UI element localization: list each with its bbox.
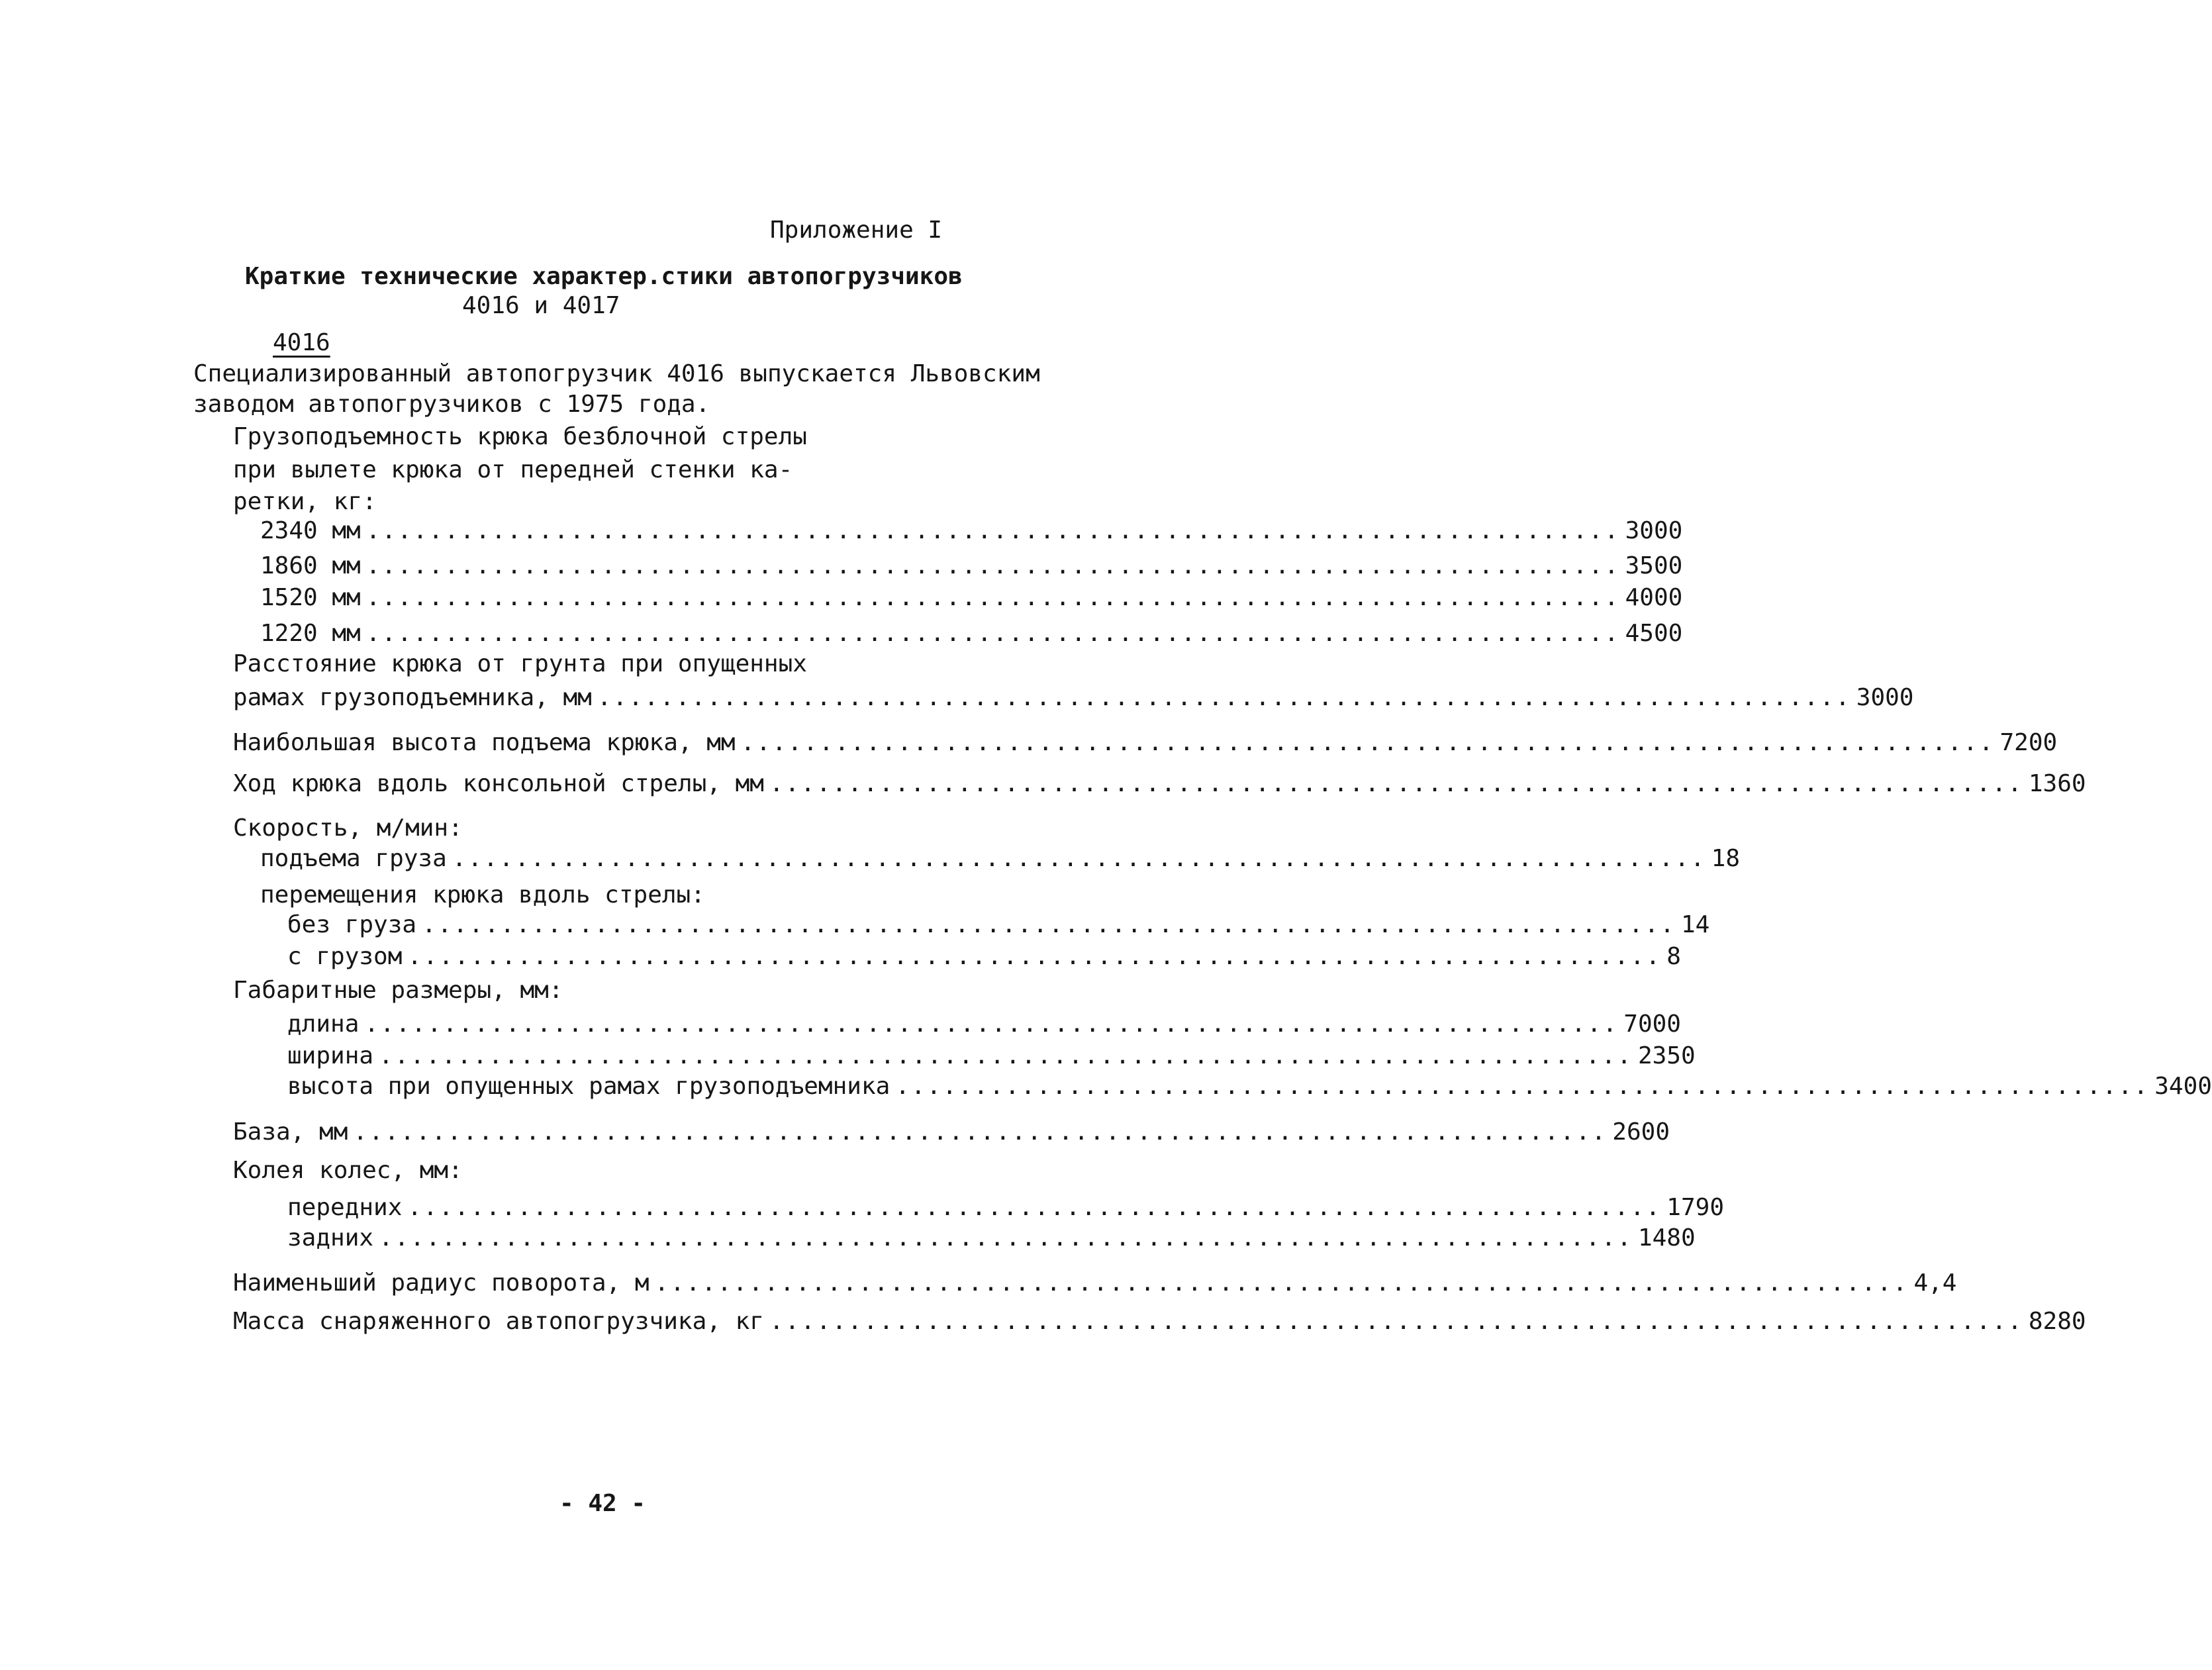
- ground-distance-text: Расстояние крюка от грунта при опущенных: [233, 650, 807, 677]
- leader-dots: ................................................................................: [364, 1010, 1619, 1038]
- leader-dots: ................................................................................: [769, 1308, 2023, 1335]
- dimension-height-label: высота при опущенных рамах грузоподъемника: [287, 1073, 890, 1100]
- capacity-row-label: 2340 мм: [260, 517, 361, 544]
- base-value: 2600: [1612, 1118, 1670, 1146]
- speed-with-load-label: с грузом: [287, 943, 403, 970]
- track-front-value: 1790: [1666, 1194, 1724, 1221]
- track-heading: Колея колес, мм:: [233, 1157, 463, 1184]
- speed-lift-row: [260, 845, 1741, 872]
- turn-radius-value: 4,4: [1913, 1269, 1957, 1297]
- speed-lift-value: 18: [1711, 845, 1741, 872]
- track-rear-label: задних: [287, 1224, 374, 1252]
- max-height-row: [233, 729, 2058, 756]
- hook-travel-value: 1360: [2028, 770, 2086, 797]
- ground-distance-label: рамах грузоподъемника, мм: [233, 684, 592, 711]
- base-label: База, мм: [233, 1118, 348, 1146]
- document-title-line-1: Краткие технические характер.стики автопогрузчиков: [245, 263, 963, 290]
- capacity-row: [260, 584, 1683, 611]
- capacity-text-line-3: ретки, кг:: [233, 488, 377, 515]
- capacity-row-label: 1220 мм: [260, 620, 361, 647]
- leader-dots: ................................................................................: [379, 1224, 1633, 1252]
- ground-distance-value: 3000: [1856, 684, 1914, 711]
- max-height-label: Наибольшая высота подъема крюка, мм: [233, 729, 736, 756]
- speed-no-load-label: без груза: [287, 911, 417, 938]
- leader-dots: ................................................................................: [365, 584, 1620, 611]
- capacity-text-line-2: при вылете крюка от передней стенки ка-: [233, 456, 793, 483]
- dimension-width-value: 2350: [1637, 1042, 1696, 1069]
- leader-dots: ................................................................................: [654, 1269, 1909, 1297]
- leader-dots: ................................................................................: [597, 684, 1851, 711]
- base-row: [233, 1118, 1670, 1146]
- capacity-row: [260, 620, 1683, 647]
- speed-no-load-value: 14: [1680, 911, 1710, 938]
- capacity-row: [260, 552, 1683, 579]
- leader-dots: ................................................................................: [422, 911, 1676, 938]
- appendix-label: Приложение I: [770, 217, 943, 244]
- speed-heading: Скорость, м/мин:: [233, 814, 463, 842]
- mass-value: 8280: [2028, 1308, 2086, 1335]
- speed-move-heading: перемещения крюка вдоль стрелы:: [260, 881, 705, 909]
- speed-with-load-value: 8: [1666, 943, 1681, 970]
- leader-dots: ................................................................................: [895, 1073, 2150, 1100]
- track-rear-row: [287, 1224, 1696, 1252]
- leader-dots: ................................................................................: [740, 729, 1995, 756]
- capacity-row: [260, 517, 1683, 544]
- capacity-row-label: 1520 мм: [260, 584, 361, 611]
- dimensions-heading: Габаритные размеры, мм:: [233, 977, 563, 1004]
- speed-lift-label: подъема груза: [260, 845, 447, 872]
- capacity-row-label: 1860 мм: [260, 552, 361, 579]
- capacity-row-value: 3000: [1625, 517, 1683, 544]
- max-height-value: 7200: [1999, 729, 2058, 756]
- document-title-line-2: 4016 и 4017: [462, 292, 620, 319]
- capacity-row-value: 4500: [1625, 620, 1683, 647]
- dimension-height-row: [287, 1073, 2212, 1100]
- dimension-length-label: длина: [287, 1010, 360, 1038]
- dimension-length-row: [287, 1010, 1681, 1038]
- hook-travel-label: Ход крюка вдоль консольной стрелы, мм: [233, 770, 764, 797]
- capacity-row-value: 3500: [1625, 552, 1683, 579]
- dimension-width-label: ширина: [287, 1042, 374, 1069]
- leader-dots: ................................................................................: [365, 620, 1620, 647]
- dimension-height-value: 3400: [2154, 1073, 2212, 1100]
- dimension-width-row: [287, 1042, 1696, 1069]
- leader-dots: ................................................................................: [379, 1042, 1633, 1069]
- speed-with-load-row: [287, 943, 1681, 970]
- leader-dots: ................................................................................: [407, 943, 1662, 970]
- speed-no-load-row: [287, 911, 1710, 938]
- leader-dots: ................................................................................: [452, 845, 1706, 872]
- track-rear-value: 1480: [1637, 1224, 1696, 1252]
- hook-travel-row: [233, 770, 2086, 797]
- intro-line-1: Специализированный автопогрузчик 4016 выпускается Львовским: [193, 360, 1040, 387]
- leader-dots: ................................................................................: [769, 770, 2023, 797]
- section-heading: 4016: [273, 329, 330, 356]
- track-front-label: передних: [287, 1194, 403, 1221]
- turn-radius-label: Наименьший радиус поворота, м: [233, 1269, 649, 1297]
- intro-line-2: заводом автопогрузчиков с 1975 года.: [193, 391, 710, 418]
- leader-dots: ................................................................................: [407, 1194, 1662, 1221]
- leader-dots: ................................................................................: [353, 1118, 1608, 1146]
- track-front-row: [287, 1194, 1724, 1221]
- leader-dots: ................................................................................: [365, 517, 1620, 544]
- page-number: - 42 -: [559, 1490, 646, 1517]
- dimension-length-value: 7000: [1623, 1010, 1681, 1038]
- leader-dots: ................................................................................: [365, 552, 1620, 579]
- ground-distance-row: [233, 684, 1914, 711]
- capacity-text-line-1: Грузоподъемность крюка безблочной стрелы: [233, 423, 807, 450]
- turn-radius-row: [233, 1269, 1957, 1297]
- mass-row: [233, 1308, 2086, 1335]
- capacity-row-value: 4000: [1625, 584, 1683, 611]
- mass-label: Масса снаряженного автопогрузчика, кг: [233, 1308, 764, 1335]
